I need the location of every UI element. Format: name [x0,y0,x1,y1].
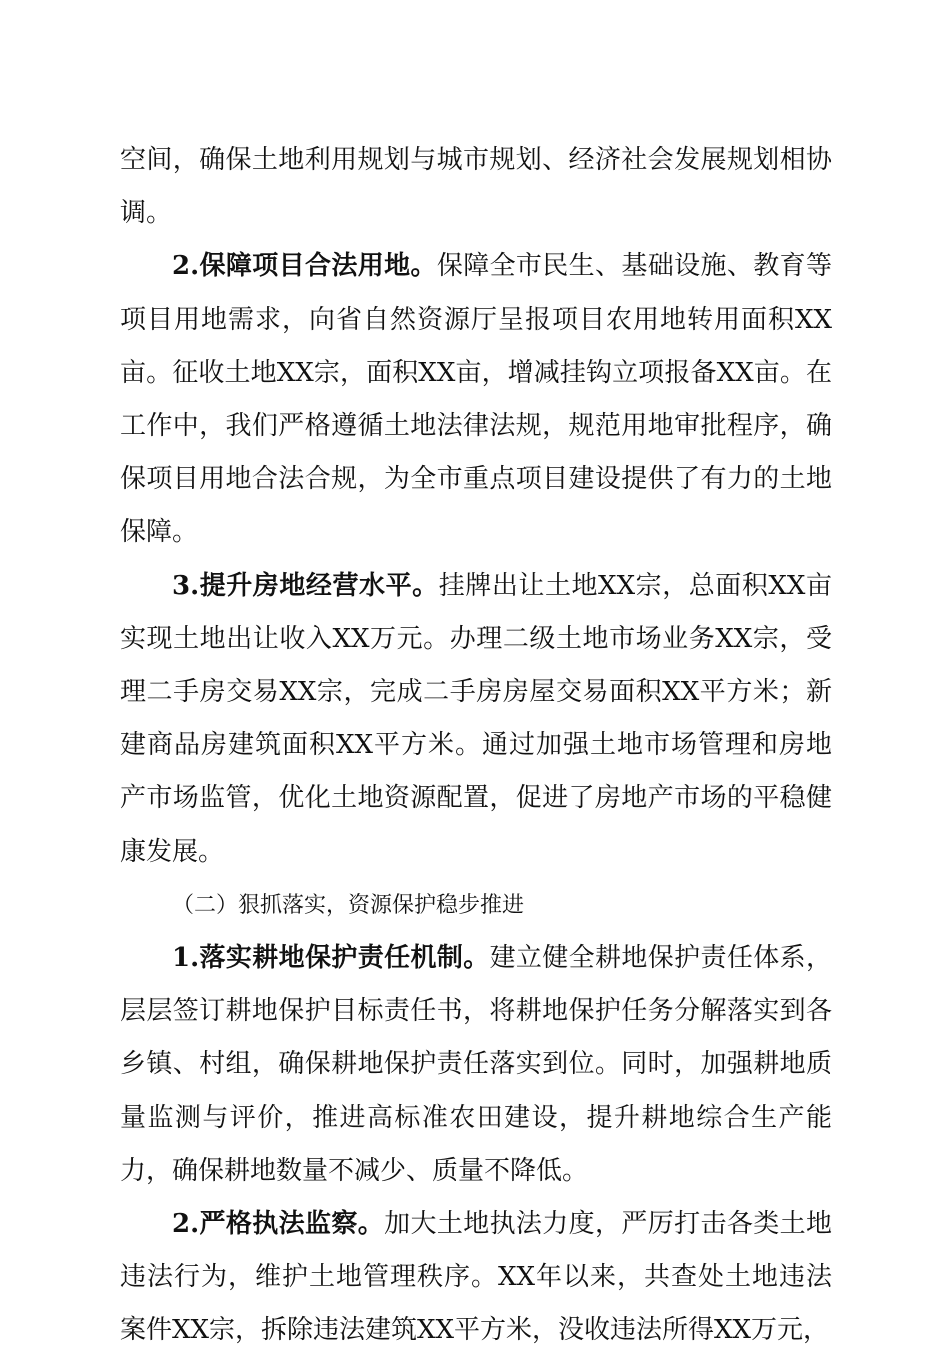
paragraph-text: 建立健全耕地保护责任体系，层层签订耕地保护目标责任书，将耕地保护任务分解落实到各乡镇、村组，确保耕地保护责任落实到位。同时，加强耕地质量监测与评价，推进高标准农田建设，提升耕地综合生产能力，确保耕地数量不减少、质量不降低。 [120,943,832,1186]
paragraph-real-estate-operation [120,560,832,879]
paragraph-legal-land-use [120,240,832,559]
paragraph-lead: 3.提升房地经营水平。 [172,570,439,601]
paragraph-lead: 2.保障项目合法用地。 [172,251,437,282]
paragraph-continuation [120,134,832,240]
paragraph-farmland-protection [120,932,832,1198]
paragraph-law-enforcement [120,1198,832,1358]
section-heading: （二）狠抓落实，资源保护稳步推进 [172,892,525,918]
paragraph-text: 保障全市民生、基础设施、教育等项目用地需求，向省自然资源厅呈报项目农用地转用面积XX亩。征收土地XX宗，面积XX亩，增减挂钩立项报备XX亩。在工作中，我们严格遵循土地法律法规，规范用地审批程序，确保项目用地合法合规，为全市重点项目建设提供了有力的土地保障。 [120,251,832,548]
paragraph-text: 挂牌出让土地XX宗，总面积XX亩实现土地出让收入XX万元。办理二级土地市场业务XX宗，受理二手房交易XX宗，完成二手房房屋交易面积XX平方米；新建商品房建筑面积XX平方米。通过加强土地市场管理和房地产市场监管，优化土地资源配置，促进了房地产市场的平稳健康发展。 [120,570,832,867]
paragraph-text: 空间，确保土地利用规划与城市规划、经济社会发展规划相协调。 [120,145,832,229]
document-body [120,134,832,1358]
paragraph-lead: 1.落实耕地保护责任机制。 [172,943,490,974]
paragraph-text: 加大土地执法力度，严厉打击各类土地违法行为，维护土地管理秩序。XX年以来，共查处土地违法案件XX宗，拆除违法建筑XX平方米，没收违法所得XX万元， [120,1209,832,1346]
paragraph-lead: 2.严格执法监察。 [172,1209,385,1240]
